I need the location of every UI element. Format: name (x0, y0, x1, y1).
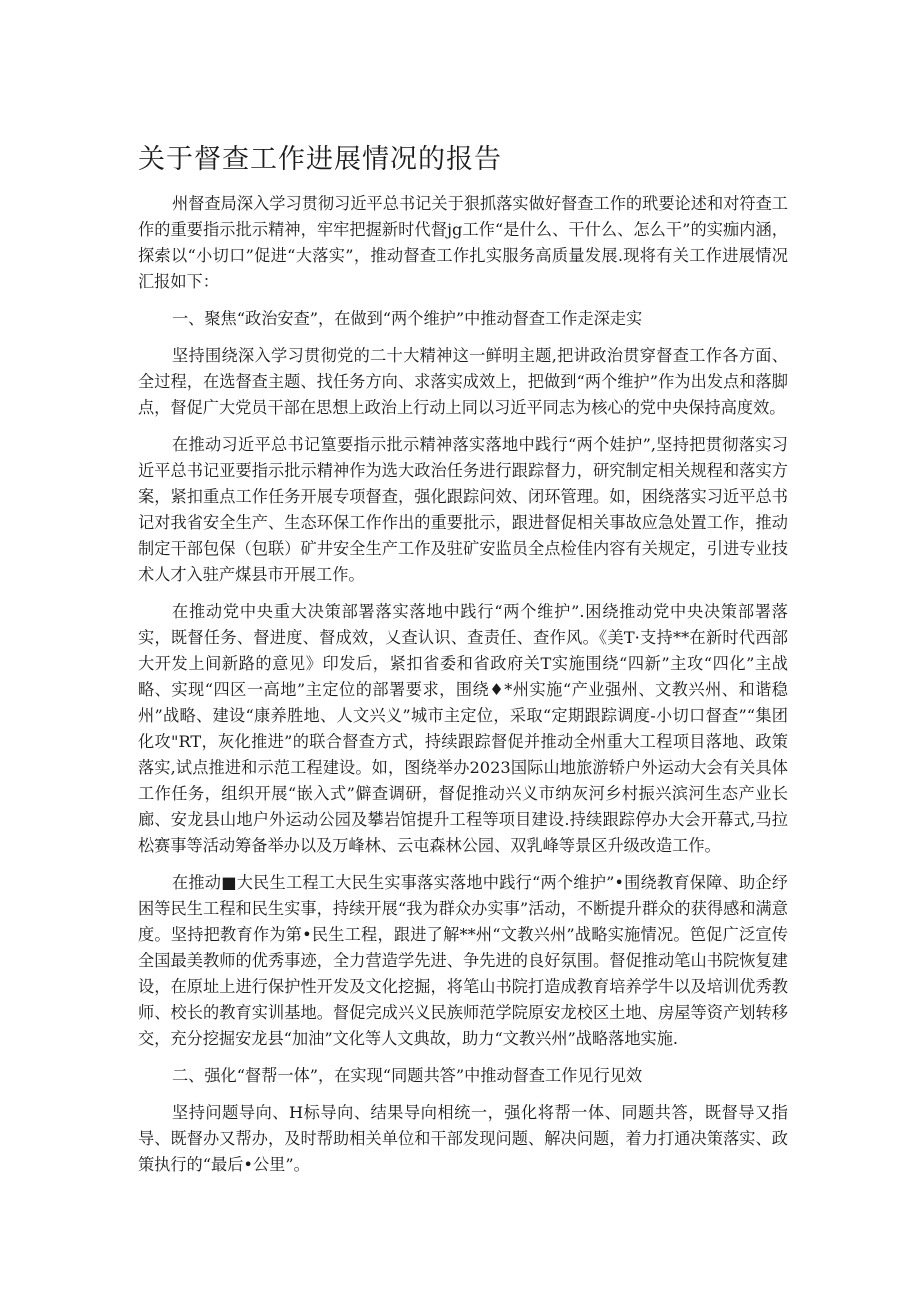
section-1-paragraph-1: 坚持围绕深入学习贯彻党的二十大精神这一鲜明主题,把讲政治贯穿督查工作各方面、全过程，在选督查主题、找任务方向、求落实成效上，把做到“两个维护”作为出发点和落脚点，督促广大党员干部在思想上政治上行动上同以习近平同志为核心的党中央保持高度效。 (138, 346, 788, 417)
document-title: 关于督查工作进展情况的报告 (138, 144, 502, 175)
section-1-heading: 一、聚焦“政治安查”，在做到“两个维护”中推动督查工作走深走实 (172, 309, 643, 328)
section-2-paragraph-1: 坚持问题导向、H标导向、结果导向相统一，强化将帮一体、同题共答，既督导又指导、既督办又帮办，及时帮助相关单位和干部发现问题、解决问题，着力打通决策落实、政策执行的“最后•公里”。 (138, 1103, 788, 1174)
section-1-paragraph-4: 在推动■大民生工程工大民生实事落实落地中践行“两个维护”•围绕教育保障、助企纾困等民生工程和民生实事，持续开展“我为群众办实事”活动，不断提升群众的获得感和满意度。坚持把教育作为第•民生工程，跟进了解**州“文教兴州”战略实施情况。笆促广泛宣传全国最美教师的优秀事迹，全力营造学先进、争先进的良好氛围。督促推动笔山书院恢复建设，在原址上进行保护性开发及文化挖掘，将笔山书院打造成教育培养学牛以及培训优秀教师、校长的教育实训基地。督促完成兴义民族师范学院原安龙校区土地、房屋等资产划转移交，充分挖掘安龙县“加油”文化等人文典故，助力“文教兴州”战略落地实施. (138, 873, 788, 1048)
intro-paragraph: 州督查局深入学习贯彻习近平总书记关于狠抓落实做好督查工作的玳要论述和对符查工作的重要指示批示精神，牢牢把握新时代督jg工作“是什么、干什么、怎么干”的实痂内涵，探索以“小切口”促进“大落实”，推动督查工作扎实服务高质量发展.现将有关工作进展情况汇报如下： (138, 194, 788, 291)
section-2-heading: 二、强化“督帮一体”，在实现“同题共答”中推动督查工作见行见效 (172, 1066, 643, 1085)
section-1-paragraph-2: 在推动习近平总书记篁要指示批示精神落实落地中践行“两个娃护”,坚持把贯彻落实习近平总书记亚要指示批示精神作为选大政治任务进行跟踪督力，研究制定相关规程和落实方案，紧扣重点工作任务开展专项督查，强化跟踪问效、闭环管理。如，困绕落实习近平总书记对我省安全生产、生态环保工作作出的重要批示，跟进督促相关事故应急处置工作，推动制定干部包保（包联）矿井安全生产工作及驻矿安监员全点检佳内容有关规定，引进专业技术人才入驻产煤县市开展工作。 (138, 435, 788, 584)
section-1-paragraph-3: 在推动党中央重大决策部署落实落地中践行“两个维护”.困绕推动党中央决策部署落实，既督任务、督进度、督成效，乂查认识、查责任、查作风。《美T·支持**在新时代西部大开发上间新路的意见》印发后，紧扣省委和省政府关T实施围绕“四新”主攻“四化”主战略、实现“四区一高地”主定位的部署要求，围绕♦*州实施“产业强州、文教兴州、和谐稳州”战略、建设“康养胜地、人文兴义”城市主定位，采取“定期跟踪调度-小切口督查”“集团化攻"RT，灰化推进”的联合督查方式，持续跟踪督促并推动全州重大工程项目落地、政策落实,试点推进和示范工程建设。如，图绕举办2023国际山地旅游轿户外运动大会有关具体工作任务，组织开展“嵌入式”僻查调研，督促推动兴义市纳灰河乡村振兴滨河生态产业长廊、安龙县山地户外运动公园及攀岩馆提升工程等项目建设.持续跟踪停办大会开幕式,马拉松赛事等活动筹备举办以及万峰林、云屯森林公园、双乳峰等景区升级改造工作。 (138, 602, 788, 855)
